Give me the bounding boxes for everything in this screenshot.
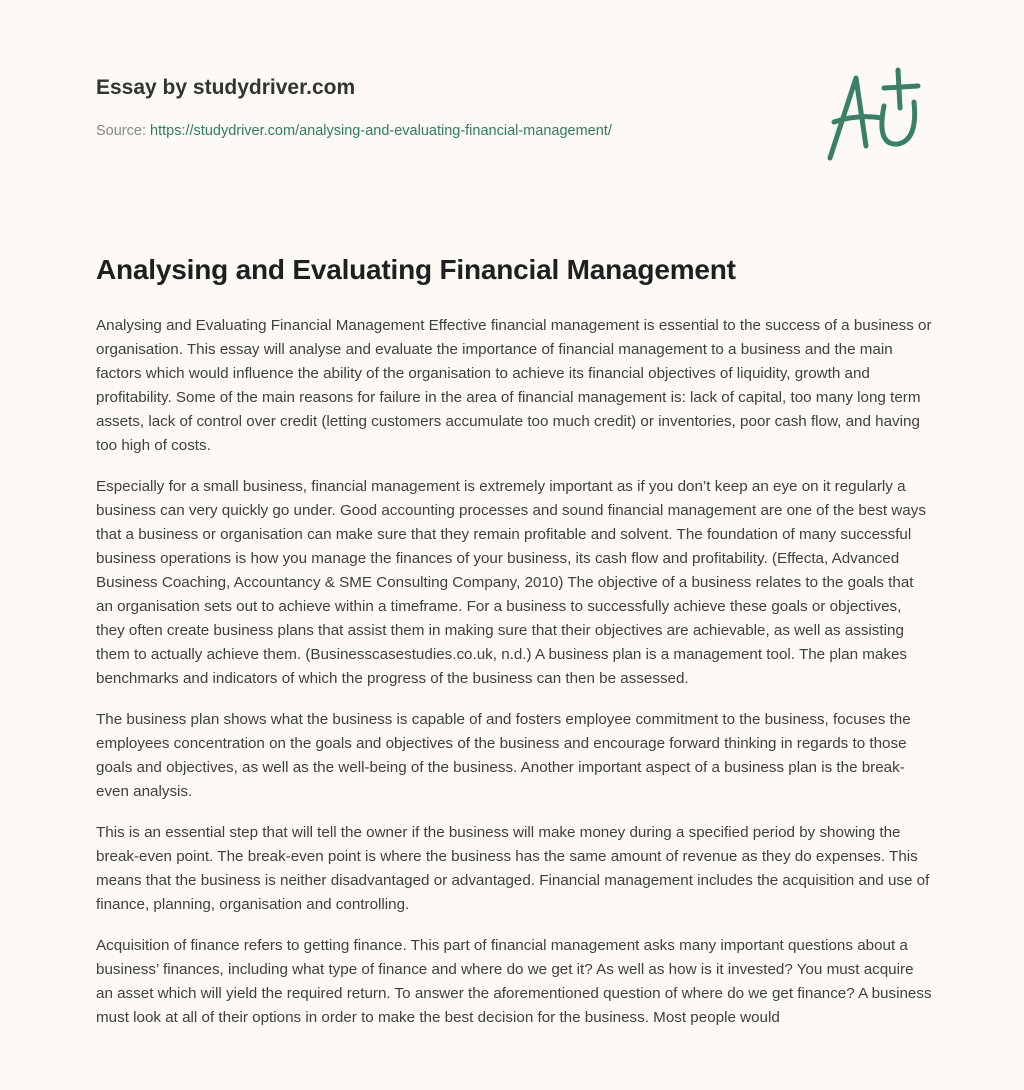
paragraph: This is an essential step that will tell the owner if the business will make money during a specified period by showing the break-even point. The break-even point is where the business has the same amount of revenue as they do expenses. This means that the business is neither disadvantaged or advantaged. Financial management includes the acquisition and use of finance, planning, organisation and controlling. <box>96 824 930 913</box>
site-title: Essay by studydriver.com <box>96 76 356 99</box>
article-title: Analysing and Evaluating Financial Management <box>96 254 736 285</box>
a-plus-logo-icon <box>818 66 928 166</box>
source-label: Source: <box>96 123 146 139</box>
paragraph: The business plan shows what the business is capable of and fosters employee commitment to the business, focuses the employees concentration on the goals and objectives of the business and encourage forward thinking in regards to those goals and objectives, as well as the well-being of the business. Another important aspect of a business plan is the break-even analysis. <box>96 711 911 800</box>
article-body <box>96 314 934 1047</box>
paragraph: Acquisition of finance refers to getting finance. This part of financial management asks many important questions about a business’ finances, including what type of finance and where do we get it? As well as how is it invested? You must acquire an asset which will yield the required return. To answer the aforementioned question of where do we get finance? A business must look at all of their options in order to make the best decision for the business. Most people would <box>96 937 932 1026</box>
source-link[interactable]: https://studydriver.com/analysing-and-evaluating-financial-management/ <box>150 123 612 139</box>
source-line <box>96 123 612 139</box>
paragraph: Analysing and Evaluating Financial Management Effective financial management is essential to the success of a business or organisation. This essay will analyse and evaluate the importance of financial management to a business and the main factors which would influence the ability of the organisation to achieve its financial objectives of liquidity, growth and profitability. Some of the main reasons for failure in the area of financial management is: lack of capital, too many long term assets, lack of control over credit (letting customers accumulate too much credit) or inventories, poor cash flow, and having too high of costs. <box>96 317 932 454</box>
paragraph: Especially for a small business, financial management is extremely important as if you don’t keep an eye on it regularly a business can very quickly go under. Good accounting processes and sound financial management are one of the best ways that a business or organisation can make sure that they remain profitable and solvent. The foundation of many successful business operations is how you manage the finances of your business, its cash flow and profitability. (Effecta, Advanced Business Coaching, Accountancy & SME Consulting Company, 2010) The objective of a business relates to the goals that an organisation sets out to achieve within a timeframe. For a business to successfully achieve these goals or objectives, they often create business plans that assist them in making sure that their objectives are achievable, as well as assisting them to actually achieve them. (Businesscasestudies.co.uk, n.d.) A business plan is a management tool. The plan makes benchmarks and indicators of which the progress of the business can then be assessed. <box>96 478 926 687</box>
